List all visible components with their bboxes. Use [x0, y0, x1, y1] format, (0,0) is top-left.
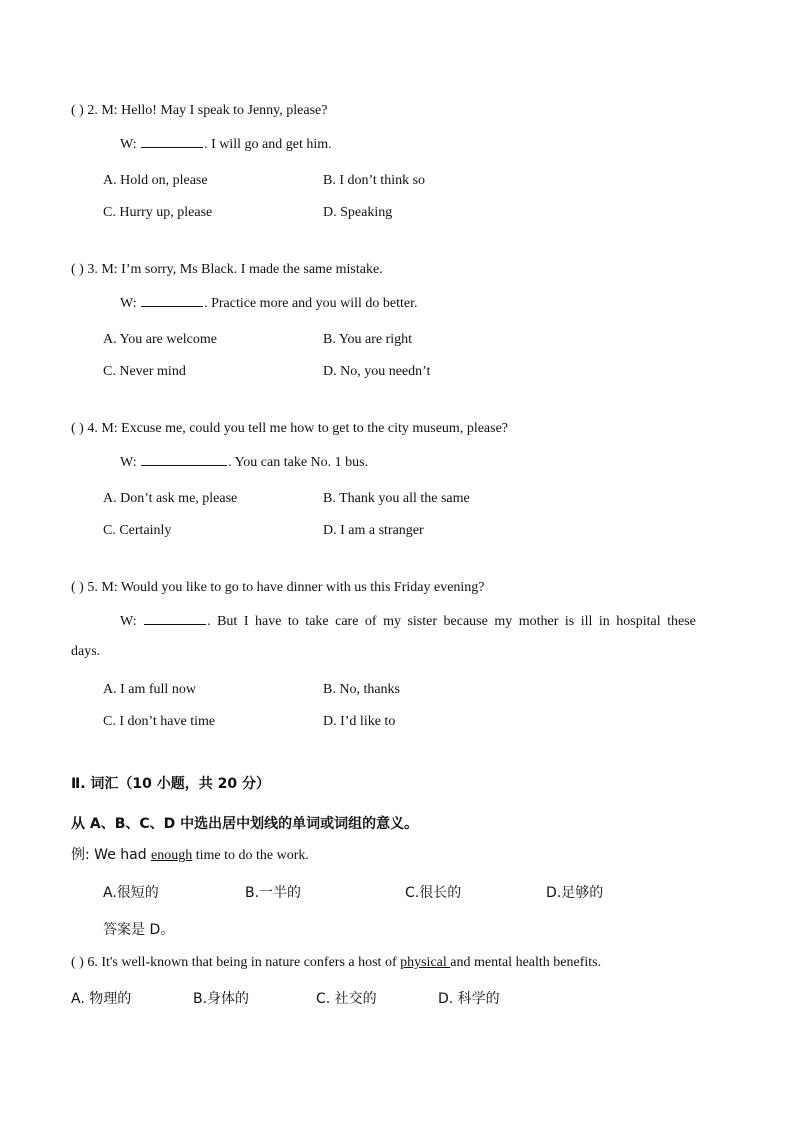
- question-stem: [71, 954, 601, 972]
- reply-continuation: days.: [71, 644, 101, 659]
- option-a: A. Don’t ask me, please: [103, 491, 238, 506]
- question-stem: ( ) 4. M: Excuse me, could you tell me how to get to the city museum, please?: [71, 421, 509, 436]
- option-d: D. Speaking: [323, 205, 393, 220]
- answer-blank: [144, 611, 206, 625]
- q6-option-c: C. 社交的: [316, 991, 377, 1007]
- option-c: C. Hurry up, please: [103, 205, 213, 220]
- section-instruction: 从 A、B、C、D 中选出居中划线的单词或词组的意义。: [71, 816, 419, 832]
- question-stem: ( ) 3. M: I’m sorry, Ms Black. I made the same mistake.: [71, 262, 383, 277]
- option-b: B. You are right: [323, 332, 413, 347]
- q6-option-d: D. 科学的: [438, 991, 500, 1007]
- option-d: D. I am a stranger: [323, 523, 424, 538]
- reply-text: . You can take No. 1 bus.: [228, 455, 369, 470]
- option-c: C. Never mind: [103, 364, 186, 379]
- example-option-d: D.足够的: [546, 885, 604, 901]
- example-answer: 答案是 D。: [103, 922, 175, 938]
- example-option-a: A.很短的: [103, 885, 159, 901]
- option-a: A. Hold on, please: [103, 173, 208, 188]
- answer-blank: [141, 134, 203, 148]
- reply-text: . Practice more and you will do better.: [204, 296, 418, 311]
- reply-text: . But I have to take care of my sister because my mother is ill in hospital these: [207, 614, 696, 629]
- question-reply: [120, 611, 696, 631]
- section-title: Ⅱ. 词汇（10 小题，共 20 分）: [71, 776, 271, 792]
- question-reply: [120, 452, 368, 472]
- option-b: B. Thank you all the same: [323, 491, 470, 506]
- option-d: D. I’d like to: [323, 714, 396, 729]
- option-b: B. I don’t think so: [323, 173, 426, 188]
- reply-speaker: W:: [120, 614, 144, 629]
- example-option-b: B.一半的: [245, 885, 302, 901]
- example-prefix: 例: We had: [71, 847, 152, 863]
- option-a: A. I am full now: [103, 682, 196, 697]
- reply-speaker: W:: [120, 296, 141, 311]
- question-stem: ( ) 2. M: Hello! May I speak to Jenny, please?: [71, 103, 328, 118]
- example-underlined-word: enough: [151, 848, 193, 863]
- q6-suffix: and mental health benefits.: [450, 955, 602, 970]
- answer-blank: [141, 452, 227, 466]
- answer-blank: [141, 293, 203, 307]
- reply-speaker: W:: [120, 455, 141, 470]
- reply-text: . I will go and get him.: [204, 137, 332, 152]
- example-suffix: time to do the work.: [192, 848, 309, 863]
- example-sentence: [71, 846, 309, 865]
- question-stem: ( ) 5. M: Would you like to go to have dinner with us this Friday evening?: [71, 580, 485, 595]
- option-a: A. You are welcome: [103, 332, 217, 347]
- q6-prefix: ( ) 6. It's well-known that being in nature confers a host of: [71, 955, 401, 970]
- q6-option-a: A. 物理的: [71, 991, 132, 1007]
- q6-option-b: B.身体的: [193, 991, 250, 1007]
- option-c: C. Certainly: [103, 523, 172, 538]
- option-d: D. No, you needn’t: [323, 364, 431, 379]
- option-b: B. No, thanks: [323, 682, 400, 697]
- question-reply: [120, 293, 418, 313]
- q6-underlined-word: physical: [400, 955, 451, 970]
- reply-speaker: W:: [120, 137, 141, 152]
- option-c: C. I don’t have time: [103, 714, 216, 729]
- question-reply: [120, 134, 332, 154]
- example-option-c: C.很长的: [405, 885, 462, 901]
